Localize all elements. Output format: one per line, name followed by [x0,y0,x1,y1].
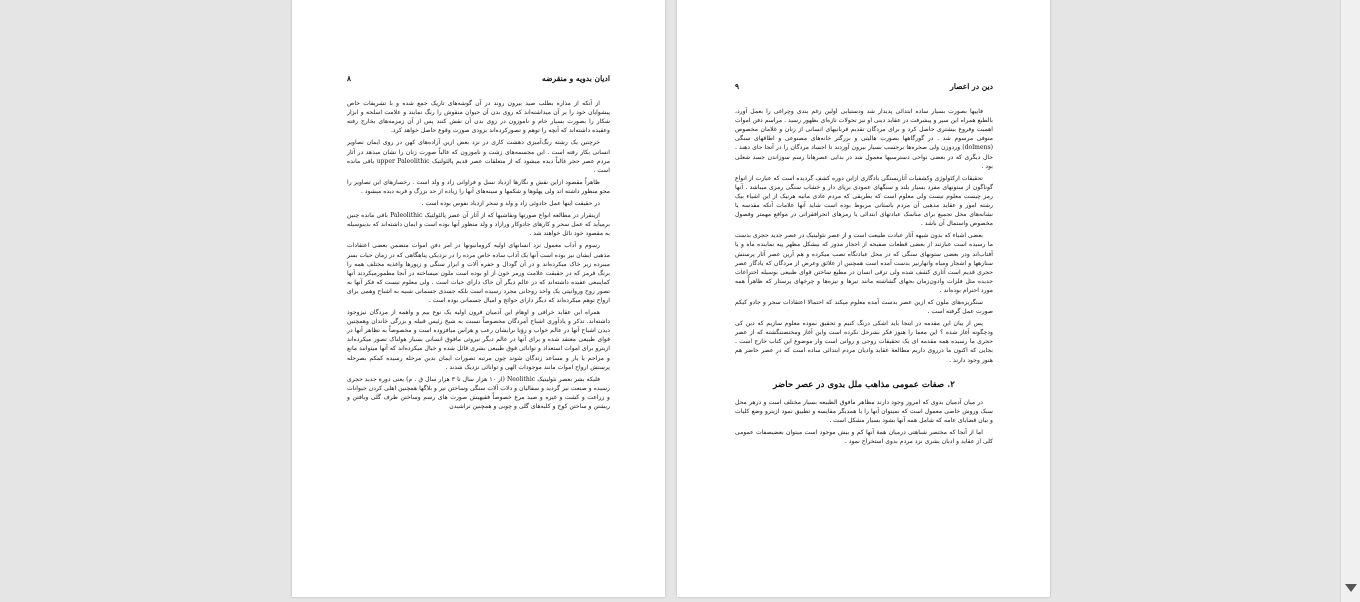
paragraph: بعضی اشیاء که بدون شبهه آثار عبادت طبیعت است و از عصر نئولیتیک در عصر جدید حجری بدست ما رسیده است عبارتند از بعضی قطعات صفیحه از احجار مدور که بیشکل مظهر پیه نماینده ماه و یا آفتاب‌اند ودر بعضی ستونهای سنگی که در محل عبادتگاه نصب میکرده و هم آرین عصر آثار پرستش ستارهها و اشجار ومیاه وانهارنیز بدست آمده است همچنین از علائق وعرض از مردگان که یادگار عصر حجری قدیم است آثاری کشف شده ولی ترقی انسان در مطیع ساختن قوای طبیعی بوسیله اختراعات جدیده مثل فلزات وادون‌زمان بجهای گشاشته مانند تیرها و نیزه‌ها و چرخهای پرستار که ظاهراً همه مورد احترام بوده‌اند . [735,232,993,294]
paragraph: ازینقرار در مطالعه انواع صورتها ونقاشیها که از آثار آن عصر پالئولتیک Paleolithic باقی مانده چنین برمیآید که عمل سحر و کارهای جادوکار ورازاد و ولد منظور آنها بوده است و ایمان داشته‌اند که بدینوسیله به مقصود خود نائل خواهند شد . [347,212,610,238]
page-header [347,74,610,83]
paragraph: ظاهراً مقصود ازاین نقش و نگارها ازدیاد نسل و فراوانی زاد و ولد است . رخسارهای این تصاویر را محو منظور داشته اند ولی پهلوها و شکمها و سینه‌های آنها را زیاده از حد بزرگ و فربه دیده میشود . [347,178,610,195]
vertical-scrollbar[interactable] [1340,0,1360,602]
paragraph: سنگریزه‌های ملون که ازین عصر بدست آمده معلوم میکند که احتمالا اعتقادات سحر و جادو کیکم صورت عمل گرفته است . [735,298,993,316]
paragraph: همراه این عقاید خرافی و اوهام این آدمیان قرون اولیه یک نوع بیم و واهمه از مردگان نیزوجود داشته‌اند. تذکر و یادآوری اشباح آمردگان مخصوصاً نسبت به شیخ رئیس قبیله و بزرگی خاندان وهمچنین دیدن اشباح آنها در عالم خواب و رؤیا برایشان رعب و هراس میافزوده است و مخصوصاً به تظاهر آنها در قوای طبیعی معتقد شده و برای آنها در عالم دیگر نیروئی مافوق انسانی بسیار هولناک تصور میکرده‌اند ازینرو برای اموات استعداد و توانائی فوق طبیعی بشری قائل شده و خیال میکرده‌اند که آنها میتوانند مانع و مزاحم یا یار و مساعد زندگان شوند چون مرتبه تصورات ایمان بدین مرحله رسیده کمکم بصرحله پرستش ارواح اموات مانند موجودات الهی و توانائی نزدیک شدند . [347,309,610,371]
page-header [735,82,993,91]
running-title: دین در اعصار [950,82,993,91]
paragraph: از آنکه از مذاره بطلب صید بیرون روند در آن گوشه‌های تاریک جمع شده و با تشریفات خاص پیشوایان خود را بر آن میداشته‌اند که روی بدن آن حیوان منقوش را رنگ نمایند و علامت اسلحه و ابزار شکار را بصورت بسیار خام و ناموزون در روی بدن آن نقش کنند پس از آن زمزمه‌های بخارج رفته وعقیده داشته‌اند که آنچه را توهم و تصورکرده‌اند بزودی صورت وقوع حاصل خواهد کرد. [347,100,610,135]
page-number: ۸ [347,74,352,83]
paragraph: خرچنین یک رشته رنگ‌آمیزی دهشت کاری در نزد بعض ازین آزاده‌های کهن در روی ایمان تصاویر انسانی بکار رفته است . این مجسمه‌های زشت و ناموزون که غالباً صورت زنان را نشان میدهد در آثار مردم عصر حجر غالباً دیده میشود که از متعلقات عصر قدیم پالئولتیک upper Paleolithic باقی مانده است . [347,139,610,174]
scroll-down-icon[interactable] [1345,584,1357,592]
section-title: ۲. صفات عمومی مذاهب ملل بدوی در عصر حاضر [773,379,955,390]
paragraph: تحقیقات ارکئولوژی وکشفیات آثاریستگی یادگاری ازاین دوره کشف گردیده است که عبارت از انواع گوناگون از ستونهای مفرد بسیار بلند و سنگهای عمودی برپای دار و خشاب سنگی رمزی میباشد . آنها رمز چیست معلوم نیست ولی معلوم است که بطریقی که مردم عادی مانیه هرنیک از این اشیاء بیک رشته امور و عقاید مذهبی آن مردم باستانی مربوط بوده است شاید آنها علامات آنکه مقدسه یا نشانه‌های محل تجمیع برای مناسک عبادتهای ابتدائی یا رمزهای انحرافقراتی در مواقع مهمتر وفصول مخصوص واستمال آن باشد . [735,174,993,228]
page-content [347,74,610,414]
paragraph: در میان آدمیان بدوی که امروز وجود دارند مظاهر مافوق الطبیعه بسیار مختلف است و درهر محل سبک وروش خاصی معمول است که نمیتوان آنها را با همدیگر مقایسه و تطبیق نمود ازینرو وضع کلیات و بیان قضایای عامه که شامل همه آنها بشود بسیار مشکل است . [735,398,993,424]
page-right [677,0,1050,597]
paragraph: اما از آنجا که مختصر شباهتی درمیان همهٔ آنها کم و بیش موجود است میتوان بعضیصفات عمومی کلی از عقاید و ادیان بشری نزد مردم بدوی استخراج نمود . [735,429,993,446]
paragraph: فاییها بصورت بسیار ساده ابتدائی پدیدار شد ودستیابی اولین زغم بندی وچراغی را بعمل آورد، بالطبع همراه این سیر و پیشرفت در عقاید دینی او نیز تحولات تازه‌ای بظهور رسید . مراسم دفن اموات اهمیت وفروغ بیشتری حاصل کرد و برای مردگان تقدیم قربانیهای انسانی از زنان و غلامان مخصوص متوفی مرسوم شد . در گورگاهها بصورت هالیتی و بزرگتر خانه‌های مصنوعی و اطاقهای سنگی (dolmens) وردوزن ولی صخره‌ها برجسب بسیار بیرون آوردند تا اجساد مردگان را در آنجا جای دهند . حال دیگری که در بعضی نواحی دسترسیها معمول شد در بدایی عصرهانا رسم سوزاندن جسد شعلی بود . [735,108,993,170]
paragraph: در حقیقت اینها عمل جادوئی زاد و ولد و سحر ازدیاد نفوس بوده است . [421,200,600,208]
page-content [735,82,993,449]
page-number: ۹ [735,82,740,91]
paragraph: فلیکه بشر بعصر نئولیتیک Neolithic (از ۱۰ هزار سال تا ۳ هزار سال ق . م) یعنی دورة جدید حجری رسیده و صنعت نیز گردید و سفالیان و دلات آلات سنگی وساختن تیر و بلاگها همچنین اهلی کردن حیوانات و زراعت و کشت و غیره و صید مرغ خصوصاً فقیهیش صورت های رسم وساختن ظرف گلی وبافتن و ریشتن و ساختن کوخ و کلبه‌های گلی و چوبی و همچنین تراشیدن [347,375,610,410]
running-title: ادیان بدویه و منقرضه [542,74,610,83]
page-left [292,0,665,597]
paragraph: پس از بیان این مقدمه در اینجا باید اشکی درنگ کنیم و تحقیق نموده معلوم سازیم که دین کی ودچگونه آغاز شده ؟ این معما را هنوز فکر بشرحل نکرده است واین آغاز ومختصتنگشته که از عصر حجری ما رسیده همه مقدمه ای یک تحقیقات روحی و روانی است وار موضوع این کتاب خارج است . بجایی که اکنون ما درروی داریم مطالعهٔ عقاید وادیان مردم ابتدائی ساده است که در عصر حاضر هم هنوز وجود دارند . [735,320,993,364]
paragraph: رسوم و آداب معمول نزد انسانهای اولیه کرومانیونها در امر دفن اموات متضمن بعضی اعتقادات مذهبی ایشان نیز بوده است آنها یک آداب ساده خاص مرده را در نزدیکی پناهگاهی که در زمان حیات بسر میبرده زیر خاک میکرده‌اند و در آن گودال و حفره آلات و ابزار سنگی و زیورها واغذیه مختلف همه را برنگ قرمز که در حقیقت علامت ورمز خون از او بوده است ملون میساخته در آنجا مطمورمیکردند آنها کماینبغی عقیده داشته‌اند که در عالم دیگر آن خاک دارای حیات است . ولی معلوم نیست که فکر آنها به تصور روح وروانیتی یک واحد روحانی مجرد رسیده است بلکه جسدی جسمانی شبیه به اشباح وهمی برای ارواح توهم میکرده‌اند که دیگر دارای حوائج و امیال جسمانی بوده است . [347,242,610,304]
